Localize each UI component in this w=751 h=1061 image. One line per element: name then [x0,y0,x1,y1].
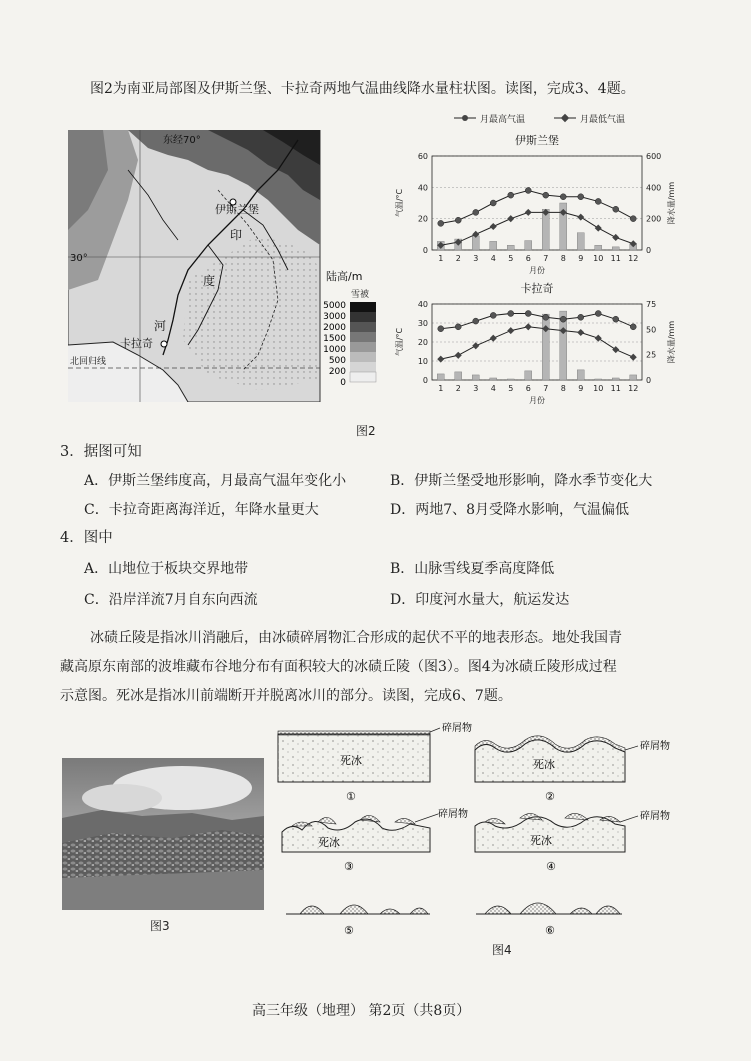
min-temp-line [441,327,634,359]
fig2-caption: 图2 [356,424,376,438]
precip-bar [490,378,497,380]
min-temp-point [490,223,497,230]
x-tick-label: 8 [560,384,566,393]
chart-title: 伊斯兰堡 [515,134,559,147]
x-tick-label: 10 [593,384,604,393]
chart-title: 卡拉奇 [520,282,554,295]
max-temp-point [490,200,496,206]
x-tick-label: 9 [578,254,584,263]
svg-text:死冰: 死冰 [318,836,340,849]
min-temp-point [472,342,479,349]
y-right-tick-label: 0 [646,376,652,385]
svg-text:①: ① [346,790,356,803]
y-right-tick-label: 75 [646,300,657,309]
river-char-1: 印 [230,228,243,242]
precip-bar [542,314,549,380]
min-temp-point [577,214,584,221]
svg-text:2000: 2000 [323,323,346,333]
x-tick-label: 11 [610,254,621,263]
min-temp-point [612,234,619,241]
precip-bar [630,375,637,380]
precip-bar [577,370,584,380]
lat30-label: 30° [70,253,88,264]
y-left-tick-label: 0 [422,246,428,255]
svg-text:死冰: 死冰 [533,758,555,771]
legend-min-label: 月最低气温 [580,115,626,125]
min-temp-point [525,209,532,216]
svg-text:碎屑物: 碎屑物 [438,809,468,820]
max-temp-point [508,192,514,198]
svg-text:②: ② [545,790,555,803]
max-temp-point [525,187,531,193]
panel-6 [476,903,622,937]
precip-bar [507,379,514,380]
q3-option-a[interactable]: A．伊斯兰堡纬度高，月最高气温年变化小 [84,473,347,489]
legend-title: 陆高/m [326,270,363,283]
longitude-label: 东经70° [163,135,201,146]
x-tick-label: 6 [525,384,531,393]
south-asia-map [68,130,380,402]
min-temp-point [437,356,444,363]
x-tick-label: 7 [543,384,549,393]
svg-text:死冰: 死冰 [530,834,552,847]
river-char-2: 度 [203,274,216,288]
panel-3 [282,807,468,873]
x-axis-label: 月份 [529,396,545,405]
tropic-label: 北回归线 [70,357,107,367]
x-tick-label: 5 [508,254,514,263]
q3-option-c[interactable]: C．卡拉奇距离海洋近，年降水量更大 [84,502,319,518]
min-temp-point [490,335,497,342]
y-left-tick-label: 60 [417,152,428,161]
max-temp-point [613,316,619,322]
max-temp-point [560,316,566,322]
max-temp-point [508,311,514,317]
svg-text:1000: 1000 [323,345,346,355]
min-temp-point [525,323,532,330]
x-tick-label: 2 [455,384,461,393]
x-tick-label: 10 [593,254,604,263]
y-left-tick-label: 30 [417,319,428,328]
x-tick-label: 5 [508,384,514,393]
precip-bar [455,372,462,380]
min-temp-point [455,352,462,359]
x-tick-label: 2 [455,254,461,263]
legend-max-label: 月最高气温 [480,115,526,125]
svg-text:1500: 1500 [323,334,346,344]
x-tick-label: 3 [473,254,479,263]
q3-option-d[interactable]: D．两地7、8月受降水影响，气温偏低 [390,502,630,518]
max-temp-point [543,314,549,320]
panel-2 [475,736,670,803]
y-left-tick-label: 10 [417,357,428,366]
y-left-tick-label: 0 [422,376,428,385]
precip-bar [525,371,532,380]
y-right-axis-label: 降水量/mm [667,181,676,225]
x-tick-label: 8 [560,254,566,263]
max-temp-point [473,318,479,324]
q4-option-a[interactable]: A．山地位于板块交界地带 [84,561,249,577]
precip-bar [595,379,602,380]
precip-bar [577,233,584,250]
min-temp-point [630,354,637,361]
x-tick-label: 1 [438,384,444,393]
intro2-line3: 示意图。死冰是指冰川前端断开并脱离冰川的部分。读图，完成6、7题。 [60,688,512,704]
climate-chart-islamabad [390,130,690,278]
y-right-axis-label: 降水量/mm [667,320,676,364]
legend-snow: 雪被 [351,290,370,300]
page-footer: 高三年级（地理） 第2页（共8页） [252,1003,471,1019]
panel-5 [286,905,430,937]
max-temp-point [595,198,601,204]
min-temp-point [507,327,514,334]
y-left-tick-label: 20 [417,214,428,224]
fig4-caption: 图4 [492,943,512,957]
y-right-tick-label: 0 [646,246,652,255]
precip-bar [472,236,479,250]
svg-text:500: 500 [328,356,346,366]
y-right-tick-label: 600 [646,152,662,161]
max-temp-point [578,314,584,320]
precip-bar [472,375,479,380]
islamabad-label: 伊斯兰堡 [215,203,259,216]
elevation-legend [323,269,376,388]
x-tick-label: 4 [490,384,496,393]
min-temp-point [595,225,602,232]
precip-bar [507,245,514,250]
chart-legend [450,110,690,126]
karachi-marker [161,341,167,347]
x-tick-label: 6 [525,254,531,263]
max-temp-point [543,192,549,198]
max-temp-line [441,314,634,329]
max-temp-point [438,220,444,226]
q3-stem: 3．据图可知 [60,444,142,460]
max-temp-point [525,311,531,317]
max-temp-point [473,209,479,215]
y-left-axis-label: 气温/°C [395,327,404,357]
precip-bar [612,378,619,380]
panel-4 [475,809,670,873]
min-temp-point [507,215,514,222]
min-temp-point [577,329,584,336]
max-temp-point [438,326,444,332]
y-left-tick-label: 20 [417,338,428,347]
x-tick-label: 7 [543,254,549,263]
max-temp-point [455,324,461,330]
svg-text:200: 200 [328,367,346,377]
x-tick-label: 12 [628,254,639,263]
intro-fig2: 图2为南亚局部图及伊斯兰堡、卡拉奇两地气温曲线降水量柱状图。读图，完成3、4题。 [90,81,635,97]
min-temp-point [612,346,619,353]
max-temp-point [578,194,584,200]
x-tick-label: 12 [628,384,639,393]
x-axis-label: 月份 [529,266,545,275]
y-right-tick-label: 400 [646,183,662,193]
q3-option-b[interactable]: B．伊斯兰堡受地形影响，降水季节变化大 [390,473,653,489]
fig3-caption: 图3 [150,919,170,933]
intro2-line2: 藏高原东南部的波堆藏布谷地分布有面积较大的冰碛丘陵（图3）。图4为冰碛丘陵形成过程 [60,659,617,675]
svg-text:死冰: 死冰 [340,754,362,767]
q4-stem: 4．图中 [60,530,113,546]
q4-option-d[interactable]: D．印度河水量大，航运发达 [390,592,570,608]
intro2-line1: 冰碛丘陵是指冰川消融后，由冰碛碎屑物汇合形成的起伏不平的地表形态。地处我国青 [90,630,622,646]
y-right-tick-label: 200 [646,214,662,224]
y-right-tick-label: 50 [646,325,657,335]
max-temp-point [560,194,566,200]
svg-text:⑤: ⑤ [344,924,354,937]
river-char-3: 河 [154,319,167,333]
plot-frame [432,156,642,250]
svg-text:碎屑物: 碎屑物 [442,723,472,734]
max-temp-point [613,206,619,212]
x-tick-label: 11 [610,384,621,393]
precip-bar [612,247,619,250]
precip-bar [490,241,497,250]
q4-option-c[interactable]: C．沿岸洋流7月自东向西流 [84,592,258,608]
x-tick-label: 1 [438,254,444,263]
y-left-tick-label: 40 [417,183,428,193]
y-left-tick-label: 40 [417,300,428,309]
svg-text:④: ④ [546,860,556,873]
precip-bar [437,374,444,380]
y-right-tick-label: 25 [646,350,657,360]
svg-text:5000: 5000 [323,301,346,311]
x-tick-label: 9 [578,384,584,393]
q4-option-b[interactable]: B．山脉雪线夏季高度降低 [390,561,555,577]
moraine-photo [62,758,264,910]
y-left-axis-label: 气温/°C [395,188,404,218]
x-tick-label: 3 [473,384,479,393]
svg-text:3000: 3000 [323,312,346,322]
max-temp-point [595,311,601,317]
x-tick-label: 4 [490,254,496,263]
precip-bar [525,241,532,250]
moraine-formation-diagram [270,722,700,937]
precip-bar [595,245,602,250]
min-temp-line [441,212,634,245]
svg-text:③: ③ [344,860,354,873]
max-temp-point [490,312,496,318]
min-temp-point [595,335,602,342]
max-temp-point [455,217,461,223]
svg-text:碎屑物: 碎屑物 [640,811,670,822]
svg-text:碎屑物: 碎屑物 [640,741,670,752]
max-temp-point [630,216,636,222]
svg-text:⑥: ⑥ [545,924,555,937]
max-temp-point [630,324,636,330]
karachi-label: 卡拉奇 [120,337,153,350]
panel-1 [278,722,472,803]
climate-chart-karachi [390,278,690,408]
svg-text:0: 0 [340,378,346,388]
